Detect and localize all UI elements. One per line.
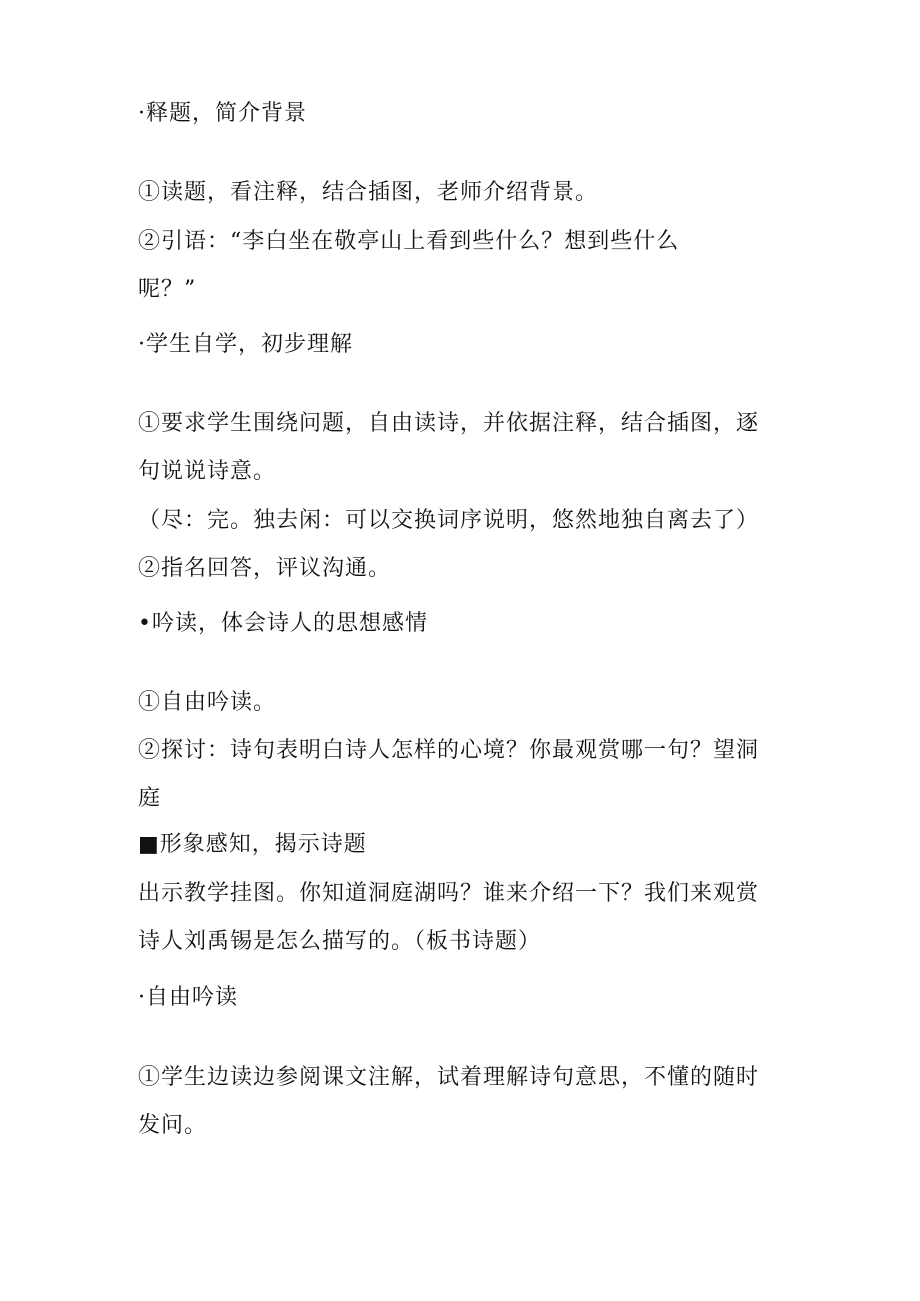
section-heading-image-perception: ■形象感知，揭示诗题 — [138, 832, 367, 857]
paragraph-line: 句说说诗意。 — [138, 459, 277, 484]
paragraph-line: ①读题，看注释，结合插图，老师介绍背景。 — [138, 180, 599, 205]
section-heading-chant-reading: •吟读，体会诗人的思想感情 — [138, 611, 428, 636]
paragraph-line: （尽：完。独去闲：可以交换词序说明，悠然地独自离去了） — [138, 508, 760, 533]
paragraph-line: ①要求学生围绕问题，自由读诗，并依据注释，结合插图，逐 — [138, 411, 760, 436]
paragraph-line: ②探讨：诗句表明白诗人怎样的心境？你最观赏哪一句？望洞 — [138, 738, 760, 763]
paragraph-line: 诗人刘禹锡是怎么描写的。（板书诗题） — [138, 929, 542, 954]
section-heading-free-reading: ·自由吟读 — [138, 985, 238, 1010]
paragraph-line: ①学生边读边参阅课文注解，试着理解诗句意思，不懂的随时 — [138, 1065, 760, 1090]
paragraph-line: ②指名回答，评议沟通。 — [138, 556, 392, 581]
paragraph-line: 出示教学挂图。你知道洞庭湖吗？谁来介绍一下？我们来观赏 — [138, 881, 760, 906]
section-heading-explain-title: ·释题，简介背景 — [138, 101, 307, 126]
section-heading-self-study: ·学生自学，初步理解 — [138, 332, 353, 357]
paragraph-line: ①自由吟读。 — [138, 690, 277, 715]
paragraph-line: 庭 — [138, 786, 162, 811]
paragraph-line: 呢？” — [138, 277, 197, 302]
paragraph-line: 发问。 — [138, 1113, 208, 1138]
paragraph-line: ②引语：“李白坐在敬亭山上看到些什么？想到些什么 — [138, 229, 680, 254]
